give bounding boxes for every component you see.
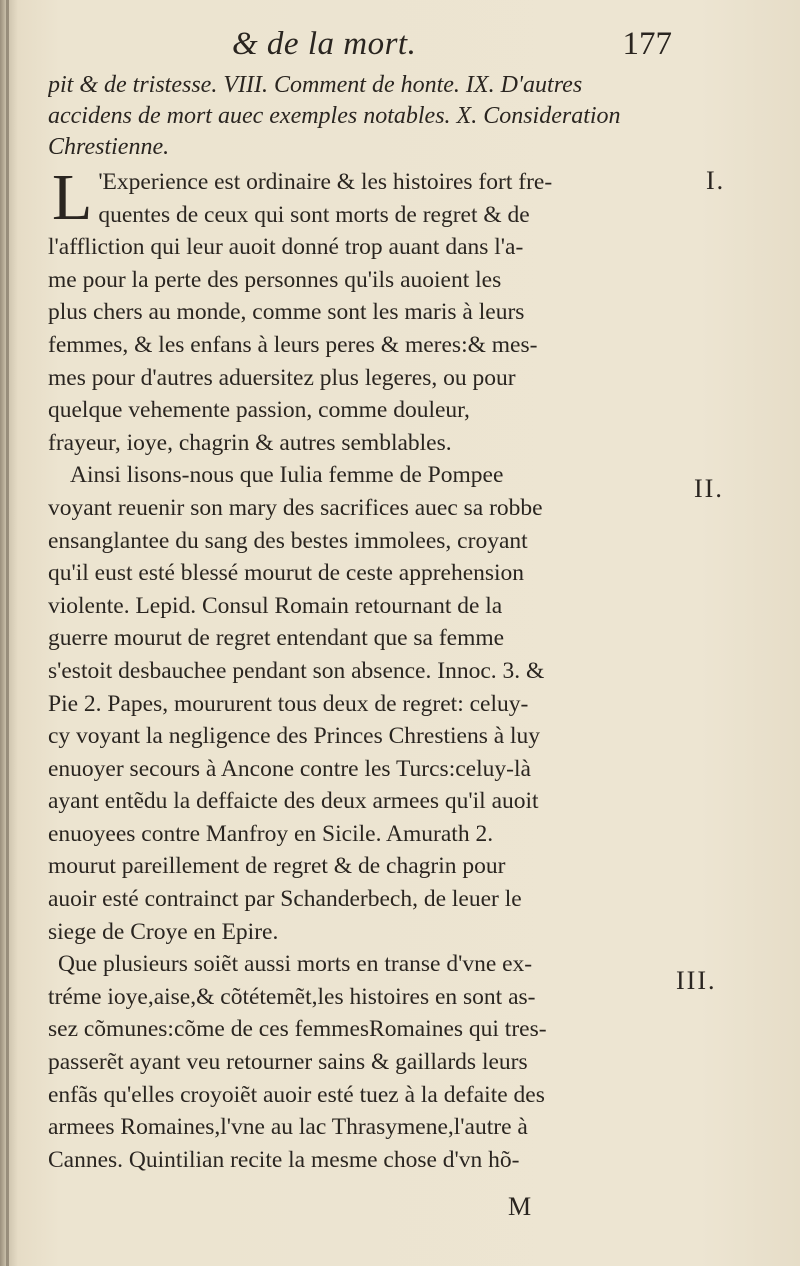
text-line: s'estoit desbauchee pendant son absence. Innoc. 3. & (48, 657, 545, 684)
page-gutter (6, 0, 9, 1266)
text-line: passerẽt ayant veu retourner sains & gaillards leurs (48, 1049, 528, 1076)
text-line: armees Romaines,l'vne au lac Thrasymene,l'autre à (48, 1114, 528, 1141)
margin-note-3: III. (676, 966, 717, 995)
text-line: enfãs qu'elles croyoiẽt auoir esté tuez à la defaite des (48, 1081, 545, 1108)
text-line: cy voyant la negligence des Princes Chrestiens à luy (48, 723, 541, 750)
text-line: quentes de ceux qui sont morts de regret & de (98, 201, 530, 228)
summary-line: Chrestienne. (48, 134, 170, 160)
text-line: enuoyees contre Manfroy en Sicile. Amurath 2. (48, 820, 494, 847)
text-line: quelque vehemente passion, comme douleur, (48, 397, 470, 424)
body-text (48, 161, 668, 1176)
text-line: Que plusieurs soiẽt aussi morts en transe d'vne ex- (58, 951, 533, 978)
text-line: ensanglantee du sang des bestes immolees, croyant (48, 527, 528, 554)
chapter-summary (48, 70, 678, 163)
text-line: violente. Lepid. Consul Romain retournant de la (48, 592, 503, 619)
catchword: M (508, 1192, 532, 1221)
text-line: mourut pareillement de regret & de chagrin pour (48, 853, 506, 880)
page-number: 177 (622, 26, 672, 62)
text-line: mes pour d'autres aduersitez plus legeres, ou pour (48, 364, 516, 391)
margin-note-2: II. (694, 474, 724, 503)
paragraph-3 (48, 948, 668, 1176)
text-line: tréme ioye,aise,& cõtétemẽt,les histoires en sont as- (48, 983, 536, 1010)
text-line: frayeur, ioye, chagrin & autres semblables. (48, 429, 452, 456)
text-line: voyant reuenir son mary des sacrifices auec sa robbe (48, 494, 543, 521)
text-line: sez cõmunes:cõme de ces femmesRomaines qui tres- (48, 1016, 547, 1043)
running-head: & de la mort. (232, 26, 417, 62)
text-line: l'affliction qui leur auoit donné trop auant dans l'a- (48, 234, 524, 261)
text-line: ayant entẽdu la deffaicte des deux armees qu'il auoit (48, 788, 539, 815)
text-line: me pour la perte des personnes qu'ils auoient les (48, 266, 502, 293)
page-header (232, 26, 672, 66)
text-line: guerre mourut de regret entendant que sa femme (48, 625, 505, 652)
text-line: siege de Croye en Epire. (48, 918, 279, 945)
text-line: plus chers au monde, comme sont les maris à leurs (48, 299, 525, 326)
summary-line: pit & de tristesse. VIII. Comment de honte. IX. D'autres (48, 72, 583, 98)
summary-line: accidens de mort auec exemples notables. X. Consideration (48, 103, 621, 129)
margin-note-1: I. (706, 166, 726, 195)
drop-cap: L (52, 161, 93, 234)
text-line: qu'il eust esté blessé mourut de ceste apprehension (48, 560, 525, 587)
paragraph-1 (48, 161, 668, 459)
paragraph-2 (48, 459, 668, 948)
text-line: enuoyer secours à Ancone contre les Turcs:celuy-là (48, 755, 531, 782)
text-line: auoir esté contrainct par Schanderbech, de leuer le (48, 886, 522, 913)
text-line: Pie 2. Papes, moururent tous deux de regret: celuy- (48, 690, 529, 717)
text-line: 'Experience est ordinaire & les histoires fort fre- (98, 169, 553, 195)
text-line: femmes, & les enfans à leurs peres & meres:& mes- (48, 331, 538, 358)
text-line: Cannes. Quintilian recite la mesme chose d'vn hõ- (48, 1146, 520, 1173)
text-line: Ainsi lisons-nous que Iulia femme de Pompee (70, 462, 504, 489)
